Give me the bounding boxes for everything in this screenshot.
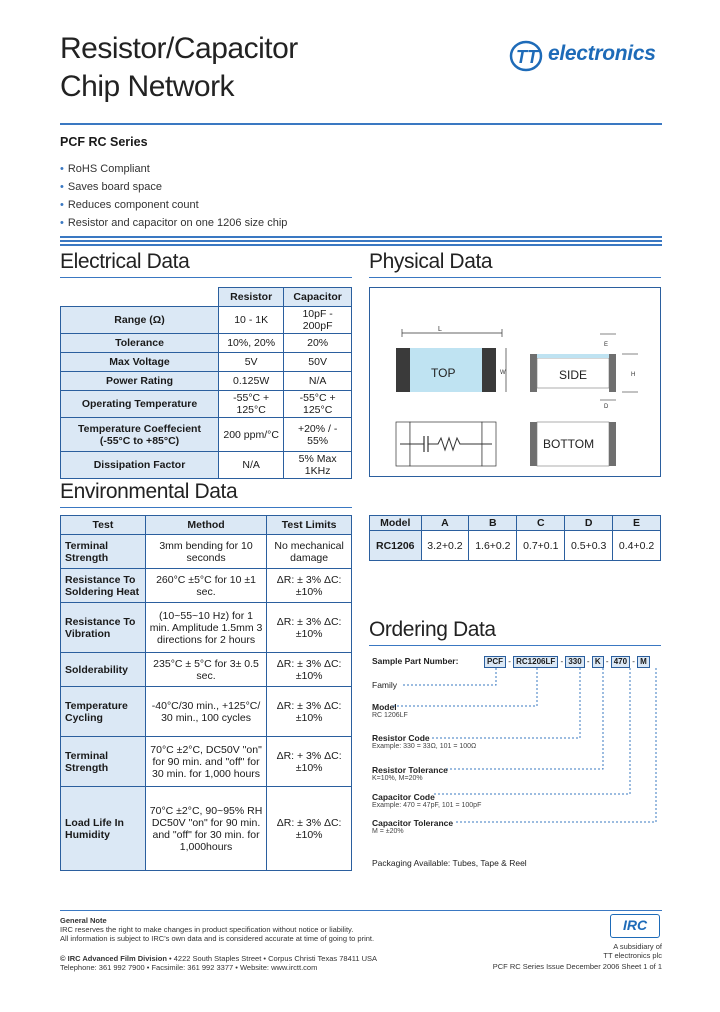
field-res-code: Resistor Code (372, 733, 430, 743)
cell: -55°C + 125°C (284, 391, 352, 418)
feature-item: • RoHS Compliant (60, 160, 287, 178)
series-name: PCF RC Series (60, 135, 148, 149)
section-stripes (60, 236, 662, 248)
cell: ΔR: ± 3% ΔC: ±10% (267, 787, 352, 871)
row-label: Temperature Cycling (61, 687, 146, 737)
table-row (61, 334, 352, 353)
col-limits: Test Limits (267, 516, 352, 535)
cell: +20% / - 55% (284, 418, 352, 452)
part-cap-tol: M (637, 656, 650, 668)
row-label: Terminal Strength (61, 737, 146, 787)
table-row (61, 535, 352, 569)
cell: 1.6+0.2 (469, 531, 517, 561)
table-row (61, 353, 352, 372)
svg-text:TT: TT (516, 47, 538, 67)
cell: 0.125W (219, 372, 284, 391)
cell: 200 ppm/°C (219, 418, 284, 452)
note-line-1: IRC reserves the right to make changes in product specification without notice or liability. (60, 925, 354, 934)
note-title: General Note (60, 916, 107, 925)
ordering-underline (369, 645, 661, 646)
cell-model: RC1206 (370, 531, 422, 561)
table-row (370, 531, 661, 561)
col-resistor: Resistor (219, 288, 284, 307)
electrical-heading: Electrical Data (60, 250, 190, 273)
row-label: Solderability (61, 653, 146, 687)
irc-logo (610, 914, 660, 938)
col-c: C (517, 516, 565, 531)
electrical-table (60, 287, 352, 479)
field-cap-code: Capacitor Code (372, 792, 435, 802)
chip-diagram (369, 287, 661, 477)
field-cap-tol: Capacitor Tolerance (372, 818, 454, 828)
field-res-code-example: Example: 330 = 33Ω, 101 = 100Ω (372, 743, 477, 750)
col-model: Model (370, 516, 422, 531)
col-b: B (469, 516, 517, 531)
page-title (60, 30, 298, 106)
cell: ΔR: ± 3% ΔC: ±10% (267, 687, 352, 737)
row-label: Resistance To Soldering Heat (61, 569, 146, 603)
cell: -55°C + 125°C (219, 391, 284, 418)
header-divider (60, 123, 662, 125)
contact-info: Telephone: 361 992 7900 • Facsimile: 361 992 3377 • Website: www.irctt.com (60, 963, 318, 972)
cell: 50V (284, 353, 352, 372)
table-row (61, 569, 352, 603)
cell: 3mm bending for 10 seconds (145, 535, 266, 569)
physical-underline (369, 277, 661, 278)
cell: N/A (219, 452, 284, 479)
title-line-1: Resistor/Capacitor (60, 32, 298, 65)
environmental-table (60, 515, 352, 871)
row-label: Temperature Coeffecient (-55°C to +85°C) (61, 418, 219, 452)
electrical-underline (60, 277, 352, 278)
cell: 5V (219, 353, 284, 372)
col-test: Test (61, 516, 146, 535)
empty-header (61, 288, 219, 307)
cell: ΔR: + 3% ΔC: ±10% (267, 737, 352, 787)
dimension-table (369, 515, 661, 561)
table-row (61, 391, 352, 418)
col-capacitor: Capacitor (284, 288, 352, 307)
cell: 0.4+0.2 (613, 531, 661, 561)
part-cap-code: 470 (611, 656, 630, 668)
field-model-example: RC 1206LF (372, 712, 408, 719)
packaging-note: Packaging Available: Tubes, Tape & Reel (372, 858, 527, 868)
cell: ΔR: ± 3% ΔC: ±10% (267, 653, 352, 687)
ordering-heading: Ordering Data (369, 618, 496, 641)
sample-part-row (372, 656, 458, 666)
cell: 70°C ±2°C, 90~95% RH DC50V "on" for 90 min. and "off" for 30 min. for 1,000hours (145, 787, 266, 871)
parent-company: TT electronics plc (603, 951, 662, 960)
side-view-label: SIDE (559, 368, 588, 382)
row-label: Tolerance (61, 334, 219, 353)
title-line-2: Chip Network (60, 70, 235, 103)
tt-electronics-logo (508, 36, 668, 76)
table-row (61, 687, 352, 737)
footer-divider (60, 910, 662, 911)
physical-heading: Physical Data (369, 250, 493, 273)
row-label: Max Voltage (61, 353, 219, 372)
division-name: © IRC Advanced Film Division (60, 954, 167, 963)
subsidiary-text: A subsidiary of (613, 942, 662, 951)
irc-logo-text: IRC (622, 917, 648, 933)
feature-item: • Resistor and capacitor on one 1206 size chip (60, 214, 287, 232)
cell: 260°C ±5°C for 10 ±1 sec. (145, 569, 266, 603)
row-label: Dissipation Factor (61, 452, 219, 479)
cell: 3.2+0.2 (421, 531, 469, 561)
part-model: RC1206LF (513, 656, 558, 668)
col-e: E (613, 516, 661, 531)
cell: 5% Max 1KHz (284, 452, 352, 479)
logo-text: electronics (548, 42, 656, 65)
cell: -40°C/30 min., +125°C/ 30 min., 100 cycles (145, 687, 266, 737)
feature-item: • Saves board space (60, 178, 287, 196)
feature-item: • Reduces component count (60, 196, 287, 214)
cell: ΔR: ± 3% ΔC: ±10% (267, 603, 352, 653)
table-row (61, 452, 352, 479)
dim-l-label: L (438, 326, 442, 333)
cell: ΔR: ± 3% ΔC: ±10% (267, 569, 352, 603)
field-res-tol: Resistor Tolerance (372, 765, 448, 775)
table-row (61, 418, 352, 452)
cell: 0.7+0.1 (517, 531, 565, 561)
row-label: Load Life In Humidity (61, 787, 146, 871)
part-number-codes: PCF - RC1206LF - 330 - K - 470 - M (484, 656, 650, 668)
cell: (10~55~10 Hz) for 1 min. Amplitude 1.5mm 3 directions for 2 hours (145, 603, 266, 653)
environmental-heading: Environmental Data (60, 480, 238, 503)
table-row (61, 372, 352, 391)
cell: 20% (284, 334, 352, 353)
dim-e-label: E (604, 342, 609, 348)
cell: 10pF - 200pF (284, 307, 352, 334)
row-label: Power Rating (61, 372, 219, 391)
issue-info: PCF RC Series Issue December 2006 Sheet 1 of 1 (492, 962, 662, 971)
sample-label: Sample Part Number: (372, 656, 459, 666)
dim-w-label: W (500, 370, 506, 376)
cell: 10%, 20% (219, 334, 284, 353)
col-a: A (421, 516, 469, 531)
cell: 0.5+0.3 (565, 531, 613, 561)
feature-list (60, 160, 287, 232)
cell: No mechanical damage (267, 535, 352, 569)
cell: 10 - 1K (219, 307, 284, 334)
col-d: D (565, 516, 613, 531)
field-model: Model (372, 702, 397, 712)
table-row (61, 603, 352, 653)
table-row (61, 307, 352, 334)
tt-logo-icon (508, 36, 548, 76)
col-method: Method (145, 516, 266, 535)
field-res-tol-example: K=10%, M=20% (372, 775, 423, 782)
note-line-2: All information is subject to IRC's own data and is considered accurate at time of going to print. (60, 934, 375, 943)
row-label: Operating Temperature (61, 391, 219, 418)
address: • 4222 South Staples Street • Corpus Christi Texas 78411 USA (166, 954, 378, 963)
cell: 70°C ±2°C, DC50V "on" for 90 min. and "off" for 30 min. for 1,000 hours (145, 737, 266, 787)
row-label: Terminal Strength (61, 535, 146, 569)
bottom-view-label: BOTTOM (543, 437, 595, 451)
field-cap-code-example: Example: 470 = 47pF, 101 = 100pF (372, 802, 482, 809)
table-row (61, 653, 352, 687)
dim-d-label: D (604, 404, 609, 410)
table-row (61, 787, 352, 871)
cell: 235°C ± 5°C for 3± 0.5 sec. (145, 653, 266, 687)
field-cap-tol-example: M = ±20% (372, 828, 404, 835)
subsidiary-note (603, 942, 662, 960)
row-label: Resistance To Vibration (61, 603, 146, 653)
field-family: Family (372, 680, 398, 690)
dim-h-label: H (631, 372, 636, 378)
part-res-code: 330 (565, 656, 584, 668)
part-family: PCF (484, 656, 506, 668)
cell: N/A (284, 372, 352, 391)
table-row (61, 737, 352, 787)
part-res-tol: K (592, 656, 604, 668)
environmental-underline (60, 507, 352, 508)
row-label: Range (Ω) (61, 307, 219, 334)
general-note (60, 916, 580, 943)
top-view-label: TOP (431, 366, 456, 380)
